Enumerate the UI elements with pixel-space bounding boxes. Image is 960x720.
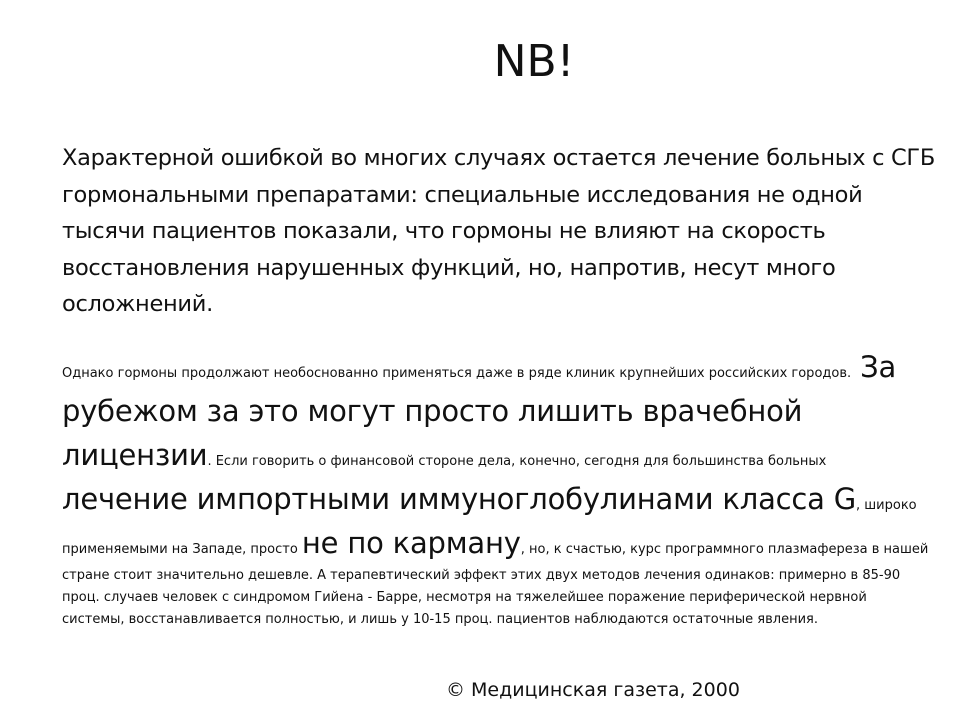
detail-emphasis-2: лечение импортными иммуноглобулинами класса G <box>62 482 857 516</box>
detail-emphasis-1: За рубежом за это могут просто лишить врачебной лицензии <box>62 350 897 472</box>
detail-emphasis-3: не по карману <box>301 526 521 560</box>
detail-text-4: , но, к счастью, курс программного плазмафереза в нашей стране стоит значительно дешевле. А терапевтический эффект этих двух методов лечения одинаков: примерно в 85-90 проц. случаев человек с синдромом Гийена - Барре, несмотря на тяжелейшее поражение периферической нервной системы, восстанавливается полностью, и лишь у 10-15 проц. пациентов наблюдаются остаточные явления. <box>62 542 929 627</box>
detail-text-3: , широко применяемыми на Западе, просто <box>62 498 917 557</box>
detail-text-1: Однако гормоны продолжают необоснованно применяться даже в ряде клиник крупнейших российских городов. <box>62 366 852 381</box>
main-paragraph: Характерной ошибкой во многих случаях остается лечение больных с СГБ гормональными препаратами: специальные исследования не одной тысячи пациентов показали, что гормоны не влияют на скорость восстановления нарушенных функций, но, напротив, несут много осложнений. <box>62 145 935 317</box>
detail-paragraph <box>62 345 932 631</box>
slide-title: NB! <box>493 36 575 87</box>
source-citation: © Медицинская газета, 2000 <box>446 679 740 701</box>
detail-text-2: . Если говорить о финансовой стороне дела, конечно, сегодня для большинства больных <box>207 454 827 469</box>
